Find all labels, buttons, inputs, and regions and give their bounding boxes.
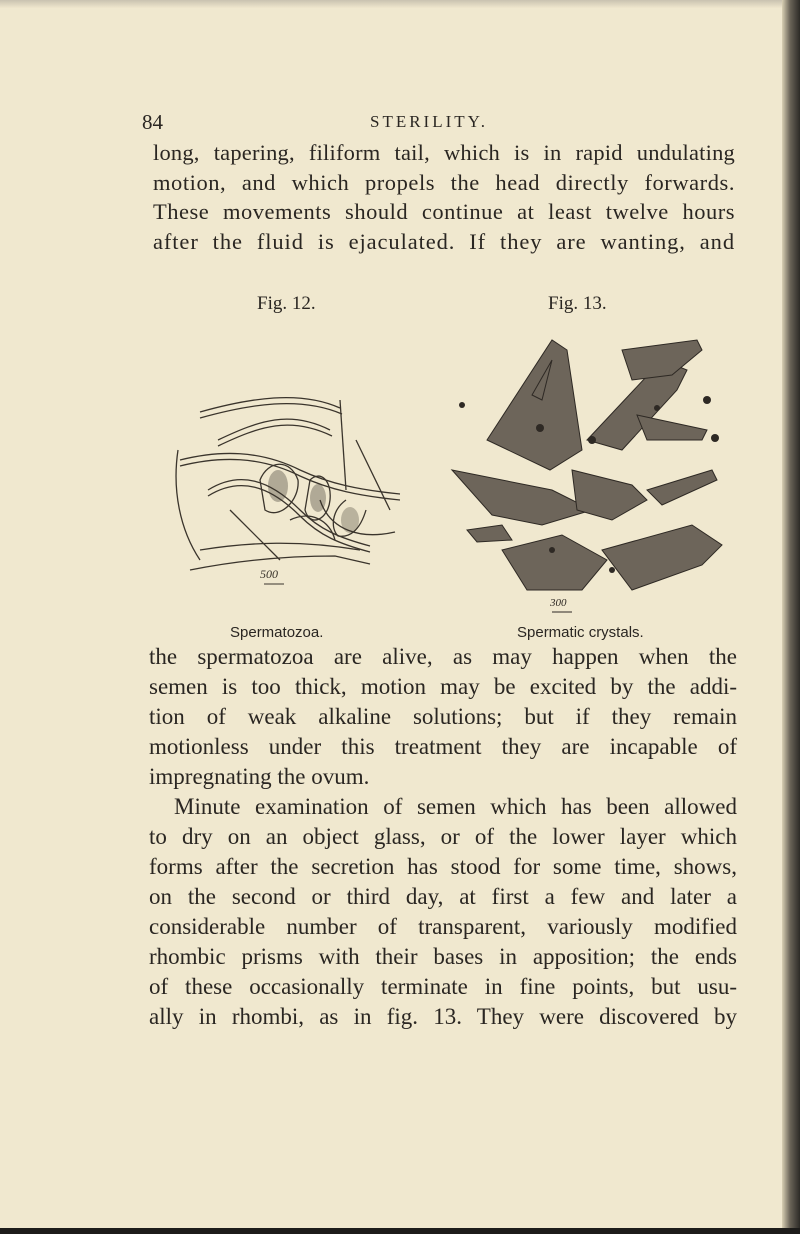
spermatic-crystals-illustration: [432, 320, 732, 620]
paragraph-top: [153, 138, 735, 256]
text-line: motion, and which propels the head directly forwards.: [153, 169, 735, 195]
figure-12-label: Fig. 12.: [257, 293, 316, 314]
text-line: after the fluid is ejaculated. If they are wanting, and: [153, 228, 735, 254]
paragraph-bottom: [149, 792, 737, 1032]
text-line: These movements should continue at least twelve hours: [153, 199, 735, 224]
text-line: Minute examination of semen which has been allowed: [174, 794, 737, 819]
page-number: 84: [142, 110, 163, 134]
text-line: semen is too thick, motion may be excited by the addi-: [149, 674, 737, 699]
spermatozoa-illustration: [160, 360, 420, 590]
text-line: tion of weak alkaline solutions; but if they remain: [149, 704, 737, 729]
text-line: ally in rhombi, as in fig. 13. They were discovered by: [149, 1004, 737, 1029]
text-line: to dry on an object glass, or of the lower layer which: [149, 824, 737, 849]
page-header: [0, 110, 800, 140]
paragraph-middle: [149, 642, 737, 792]
text-line: impregnating the ovum.: [149, 764, 370, 789]
text-line: long, tapering, filiform tail, which is in rapid undulating: [153, 140, 735, 165]
fig13-scale: 300: [550, 597, 567, 609]
text-line: of these occasionally terminate in fine points, but usu-: [149, 974, 737, 999]
figure-12-caption: Spermatozoa.: [230, 624, 324, 641]
text-line: considerable number of transparent, variously modified: [149, 914, 737, 939]
text-line: motionless under this treatment they are incapable of: [149, 734, 737, 759]
figure-13-label: Fig. 13.: [548, 293, 607, 314]
page-edge-bottom: [0, 1228, 800, 1234]
fig12-scale: 500: [260, 567, 278, 581]
book-spine-shadow: [782, 0, 800, 1234]
text-line: the spermatozoa are alive, as may happen when the: [149, 644, 737, 669]
figure-13-caption: Spermatic crystals.: [517, 624, 644, 641]
page-edge-top: [0, 0, 800, 8]
text-line: on the second or third day, at first a few and later a: [149, 884, 737, 909]
text-line: forms after the secretion has stood for some time, shows,: [149, 854, 737, 879]
text-line: rhombic prisms with their bases in apposition; the ends: [149, 944, 737, 969]
running-title: STERILITY.: [370, 112, 488, 131]
